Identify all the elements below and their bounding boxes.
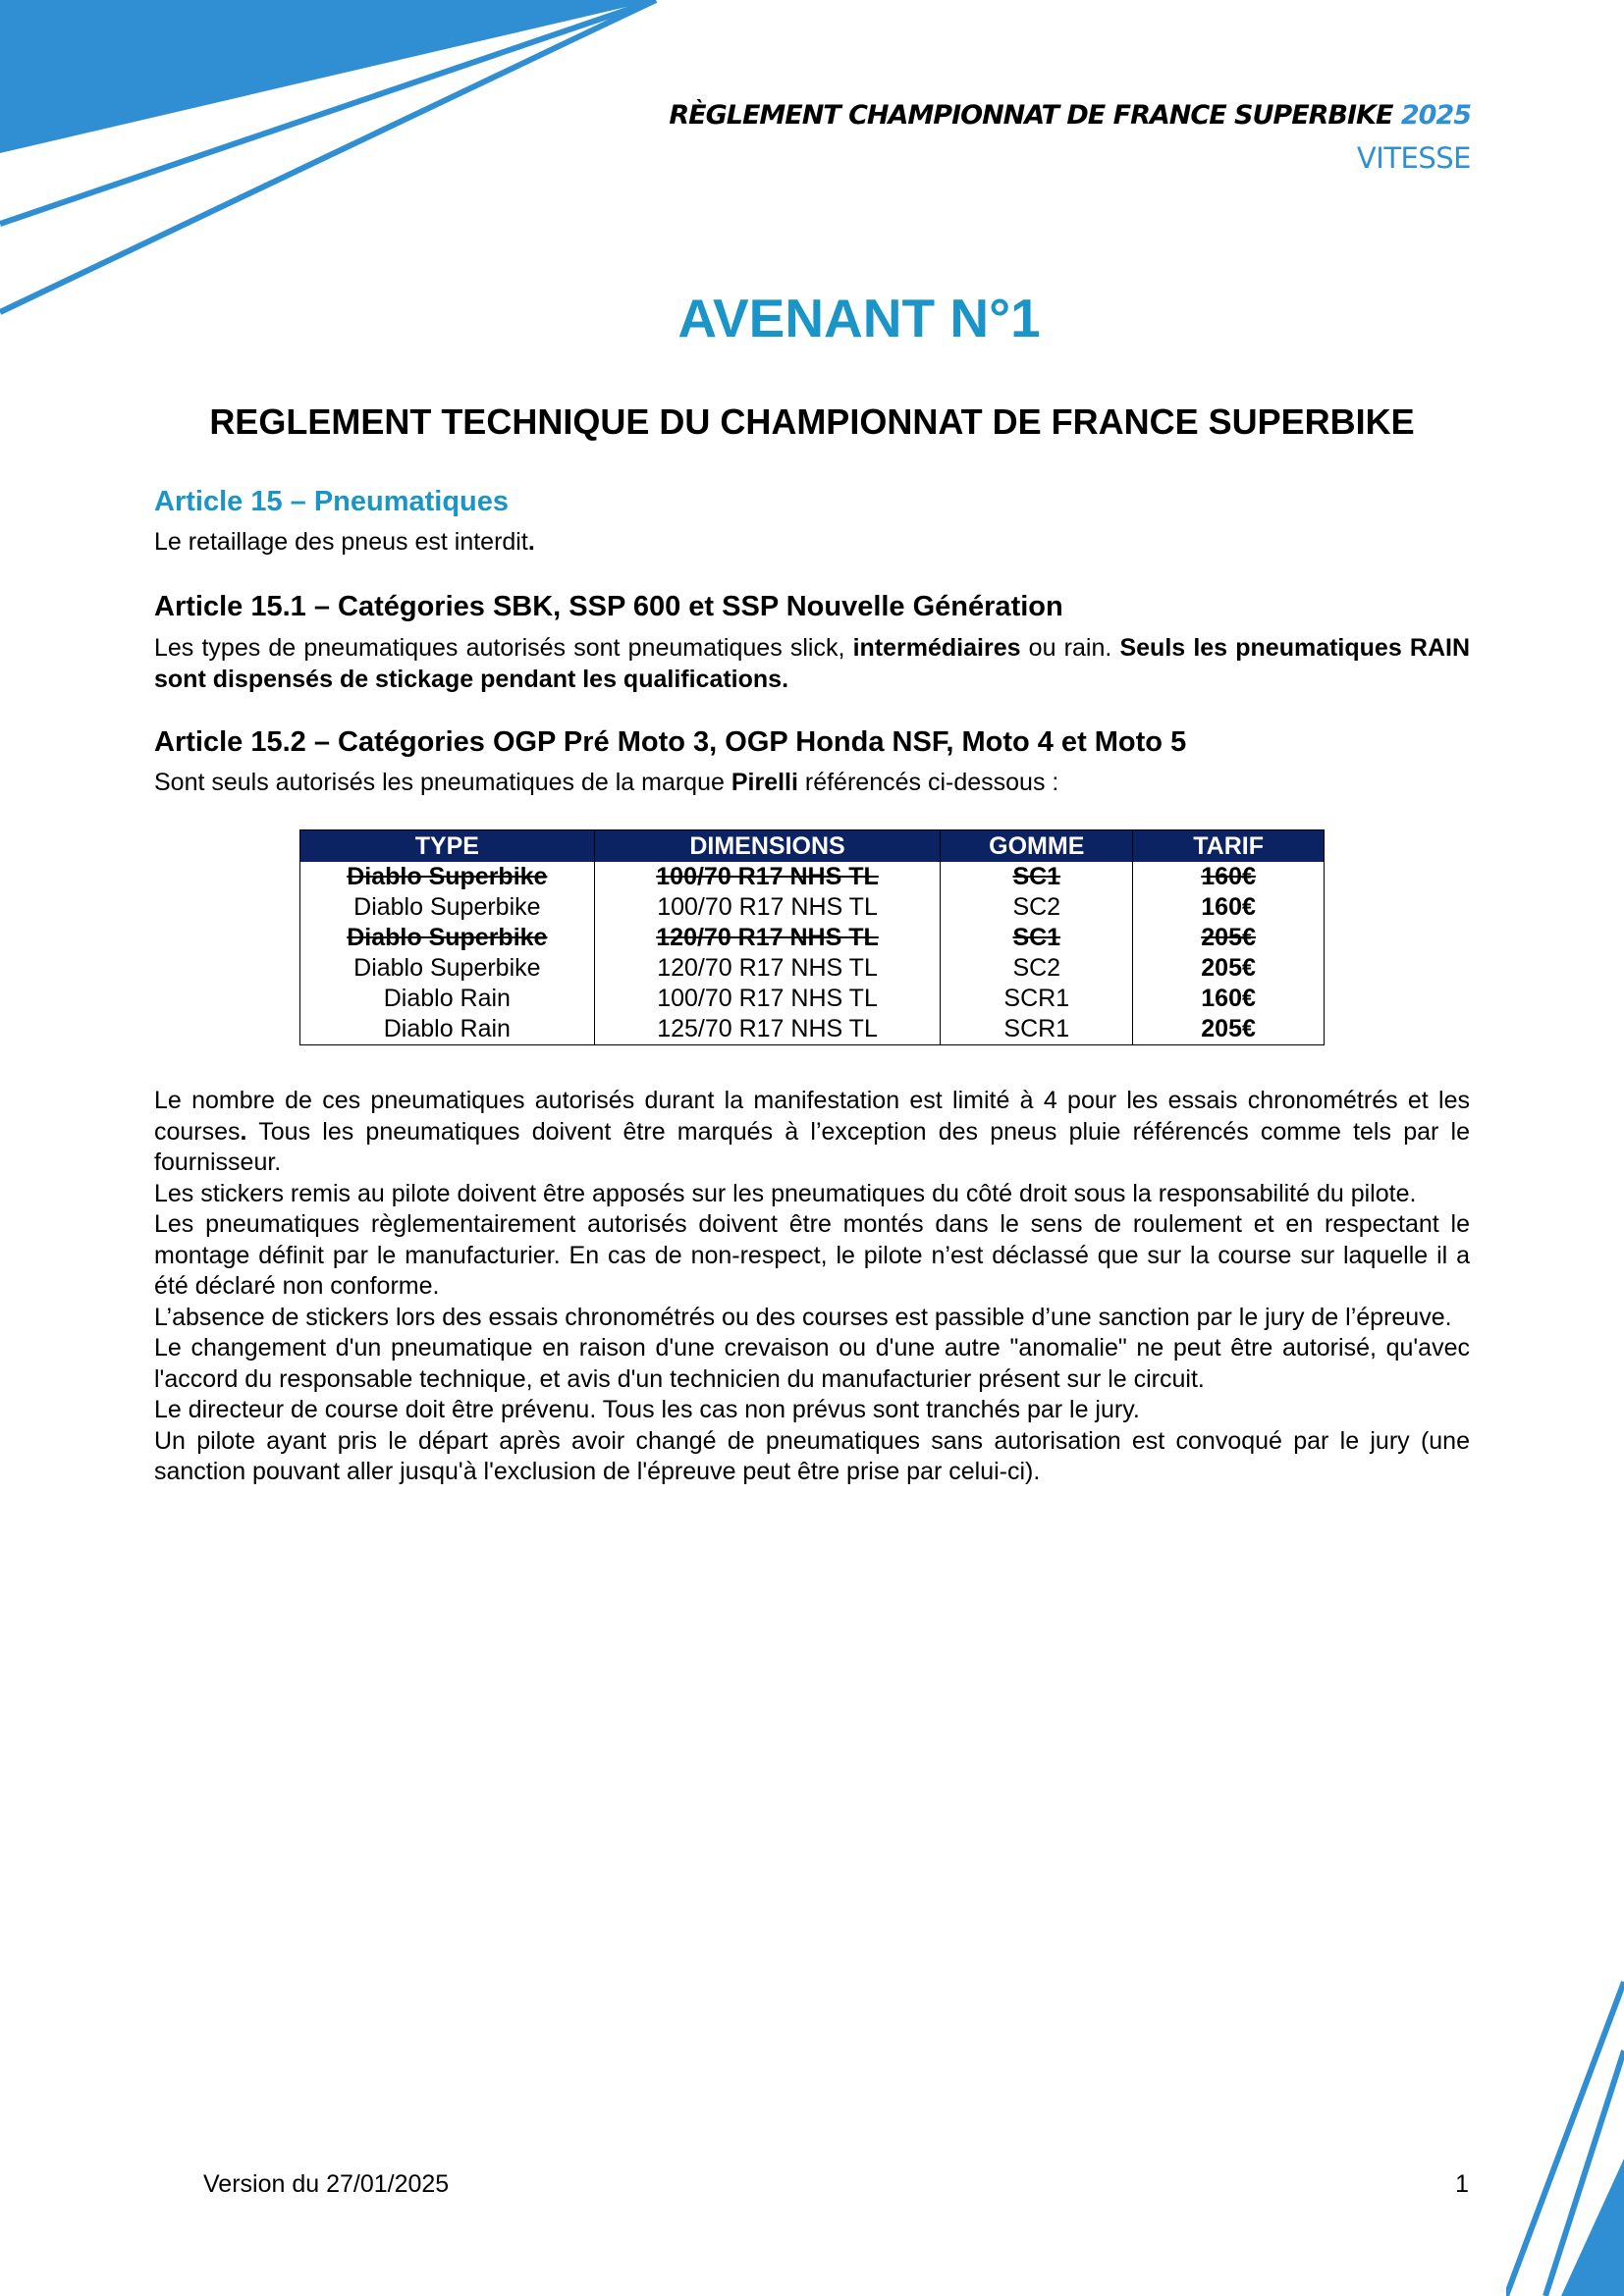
cell-tarif: 160€ — [1133, 984, 1325, 1014]
table-row — [300, 1014, 1325, 1045]
decorative-stripes-bottom — [1506, 1962, 1624, 2296]
avenant-title: AVENANT N°1 — [677, 288, 1041, 348]
cell-type: Diablo Superbike — [300, 923, 595, 953]
paragraph: Les pneumatiques règlementairement autorisés doivent être montés dans le sens de roulement et en respectant le montage définit par le manufacturier. En cas de non-respect, le pilote n’est déclassé que sur la course sur laquelle il a été déclaré non conforme. — [154, 1210, 1470, 1300]
cell-type: Diablo Superbike — [300, 892, 595, 923]
cell-tarif: 205€ — [1133, 953, 1325, 984]
decorative-stripes-top — [0, 0, 668, 324]
cell-tarif: 205€ — [1133, 923, 1325, 953]
header-year: 2025 — [1400, 100, 1471, 131]
table-row — [300, 862, 1325, 892]
column-header-type: TYPE — [300, 830, 595, 863]
paragraph: Le changement d'un pneumatique en raison d'une crevaison ou d'une autre "anomalie" ne peut être autorisé, qu'avec l'accord du responsable technique, et avis d'un technicien du manufacturier présent sur le circuit. — [154, 1334, 1470, 1393]
body-text — [154, 1086, 1470, 1488]
cell-dimensions: 125/70 R17 NHS TL — [594, 1014, 941, 1045]
table-row — [300, 892, 1325, 923]
table-row — [300, 984, 1325, 1014]
column-header-dimensions: DIMENSIONS — [594, 830, 941, 863]
cell-gomme: SC1 — [941, 862, 1133, 892]
cell-tarif: 160€ — [1133, 892, 1325, 923]
cell-gomme: SCR1 — [941, 1014, 1133, 1045]
header-subtitle: VITESSE — [1356, 141, 1471, 175]
paragraph: Les stickers remis au pilote doivent être apposés sur les pneumatiques du côté droit sous la responsabilité du pilote. — [154, 1179, 1417, 1207]
article-15-2-heading: Article 15.2 – Catégories OGP Pré Moto 3, OGP Honda NSF, Moto 4 et Moto 5 — [154, 726, 1187, 758]
table-header-row — [300, 830, 1325, 863]
paragraph: L’absence de stickers lors des essais chronométrés ou des courses est passible d’une sanction par le jury de l’épreuve. — [154, 1303, 1452, 1331]
cell-type: Diablo Rain — [300, 984, 595, 1014]
cell-gomme: SC2 — [941, 892, 1133, 923]
cell-dimensions: 120/70 R17 NHS TL — [594, 923, 941, 953]
column-header-gomme: GOMME — [941, 830, 1133, 863]
cell-gomme: SC2 — [941, 953, 1133, 984]
table-row — [300, 953, 1325, 984]
paragraph: Le nombre de ces pneumatiques autorisés durant la manifestation est limité à 4 pour les essais chronométrés et les courses. Tous les pneumatiques doivent être marqués à l’exception des pneus pluie référencés comme tels par le fournisseur. — [154, 1087, 1470, 1176]
document-title: REGLEMENT TECHNIQUE DU CHAMPIONNAT DE FRANCE SUPERBIKE — [209, 401, 1415, 442]
footer-version: Version du 27/01/2025 — [203, 2170, 450, 2198]
cell-type: Diablo Superbike — [300, 953, 595, 984]
cell-dimensions: 100/70 R17 NHS TL — [594, 984, 941, 1014]
paragraph: Un pilote ayant pris le départ après avoir changé de pneumatiques sans autorisation est convoqué par le jury (une sanction pouvant aller jusqu'à l'exclusion de l'épreuve peut être prise par celui-ci). — [154, 1426, 1470, 1485]
article-15-2-text: Sont seuls autorisés les pneumatiques de la marque Pirelli référencés ci-dessous : — [154, 769, 1059, 796]
footer-page-number: 1 — [1455, 2170, 1469, 2198]
cell-type: Diablo Rain — [300, 1014, 595, 1045]
header-title: RÈGLEMENT CHAMPIONNAT DE FRANCE SUPERBIKE 2025 — [669, 100, 1471, 131]
paragraph: Le directeur de course doit être prévenu. Tous les cas non prévus sont tranchés par le jury. — [154, 1396, 1140, 1423]
cell-gomme: SCR1 — [941, 984, 1133, 1014]
article-15-heading: Article 15 – Pneumatiques — [154, 486, 510, 517]
article-15-1-heading: Article 15.1 – Catégories SBK, SSP 600 et SSP Nouvelle Génération — [154, 591, 1063, 622]
tire-table — [299, 829, 1325, 1045]
cell-dimensions: 100/70 R17 NHS TL — [594, 892, 941, 923]
column-header-tarif: TARIF — [1133, 830, 1325, 863]
cell-dimensions: 100/70 R17 NHS TL — [594, 862, 941, 892]
cell-gomme: SC1 — [941, 923, 1133, 953]
cell-dimensions: 120/70 R17 NHS TL — [594, 953, 941, 984]
cell-tarif: 160€ — [1133, 862, 1325, 892]
article-15-text: Le retaillage des pneus est interdit. — [154, 528, 535, 556]
article-15-1-text: Les types de pneumatiques autorisés sont pneumatiques slick, intermédiaires ou rain. Seuls les pneumatiques RAIN sont dispensés de stickage pendant les qualifications. — [154, 634, 1471, 693]
cell-tarif: 205€ — [1133, 1014, 1325, 1045]
table-row — [300, 923, 1325, 953]
cell-type: Diablo Superbike — [300, 862, 595, 892]
